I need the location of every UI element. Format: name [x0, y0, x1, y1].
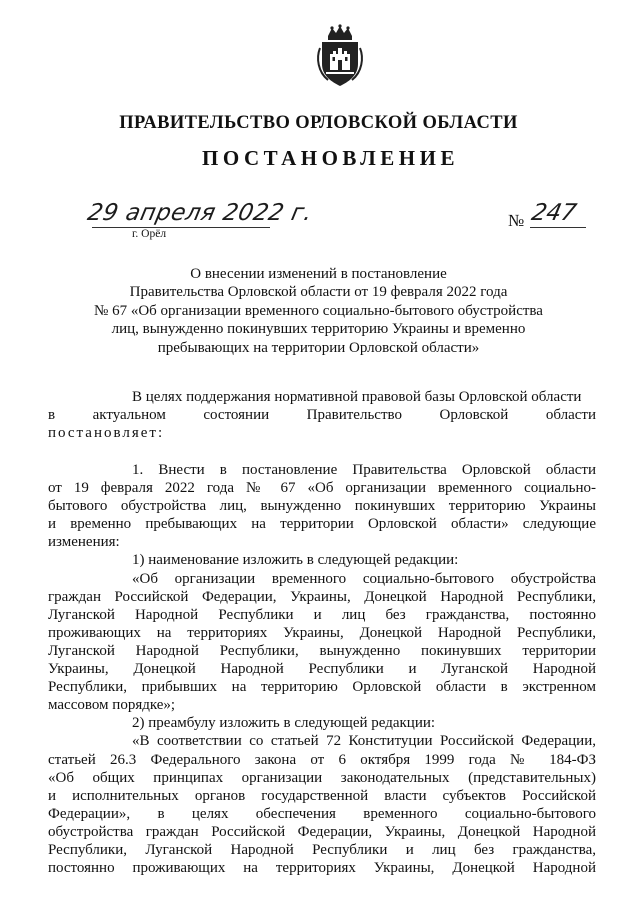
subject-line: № 67 «Об организации временного социально-бытового обустройства	[94, 302, 543, 319]
body-line: Республики, прибывших на территорию Орловской области в экстренном	[48, 679, 596, 696]
body-line: «Об организации временного социально-бытового обустройства	[132, 570, 596, 587]
subject-line: О внесении изменений в постановление	[190, 266, 447, 282]
date-underline	[92, 227, 270, 228]
body-line: массовом порядке»;	[48, 697, 176, 714]
subject-line: Правительства Орловской области от 19 февраля 2022 года	[129, 284, 508, 301]
body-line: и исполнительных органов государственной власти субъектов Российской	[48, 787, 596, 804]
main-body	[48, 461, 596, 877]
body-line: Федерации», в целях обеспечения временного социально-бытового	[48, 805, 596, 822]
handwritten-date: 29 апреля 2022 г.	[85, 200, 315, 226]
body-line: изменения:	[48, 534, 120, 551]
body-line: Луганской Народной Республики, вынужденно покинувших территории	[48, 642, 596, 659]
preamble-paragraph	[48, 388, 596, 442]
coat-of-arms-icon	[314, 24, 366, 88]
subject-line: лиц, вынужденно покинувших территорию Украины и временно	[111, 321, 526, 338]
document-type-title: ПОСТАНОВЛЕНИЕ	[202, 146, 459, 170]
body-line: проживающих на территориях Украины, Донецкой Народной Республики,	[48, 624, 596, 641]
body-line: 1. Внести в постановление Правительства Орловской области	[132, 462, 596, 478]
organization-title: ПРАВИТЕЛЬСТВО ОРЛОВСКОЙ ОБЛАСТИ	[119, 113, 518, 133]
body-line: обустройства граждан Российской Федерации, Украины, Донецкой Народной	[48, 823, 596, 840]
body-line: статьей 26.3 Федерального закона от 6 октября 1999 года № 184-ФЗ	[48, 751, 596, 768]
handwritten-number: 247	[529, 200, 579, 226]
subject-line: пребывающих на территории Орловской области»	[157, 339, 480, 356]
body-line: бытового обустройства лиц, вынужденно покинувших территорию Украины	[48, 498, 596, 515]
body-line: граждан Российской Федерации, Украины, Донецкой Народной Республики,	[48, 588, 596, 605]
number-label: №	[508, 211, 525, 230]
body-line: «В соответствии со статьей 72 Конституции Российской Федерации,	[132, 733, 596, 750]
document-subject	[60, 265, 577, 357]
preamble-line: в актуальном состоянии Правительство Орловской области	[48, 407, 596, 424]
body-line: «Об общих принципах организации законодательных (представительных)	[48, 769, 596, 786]
city-label: г. Орёл	[132, 228, 167, 240]
preamble-line: постановляет:	[48, 425, 165, 442]
body-line: Украины, Донецкой Народной Республики и Луганской Народной	[48, 661, 596, 678]
body-line: 2) преамбулу изложить в следующей редакции:	[132, 715, 436, 732]
body-line: 1) наименование изложить в следующей редакции:	[132, 552, 459, 569]
body-line: и временно пребывающих на территории Орловской области» следующие	[48, 516, 596, 533]
preamble-line: В целях поддержания нормативной правовой базы Орловской области	[132, 389, 582, 405]
body-line: постоянно проживающих на территориях Украины, Донецкой Народной	[48, 860, 596, 877]
body-line: от 19 февраля 2022 года № 67 «Об организации временного социально-	[48, 480, 596, 497]
body-line: Луганской Народной Республики и лиц без гражданства, постоянно	[48, 606, 596, 623]
body-line: Республики, Луганской Народной Республики и лиц без гражданства,	[48, 841, 596, 858]
number-underline	[530, 227, 586, 228]
